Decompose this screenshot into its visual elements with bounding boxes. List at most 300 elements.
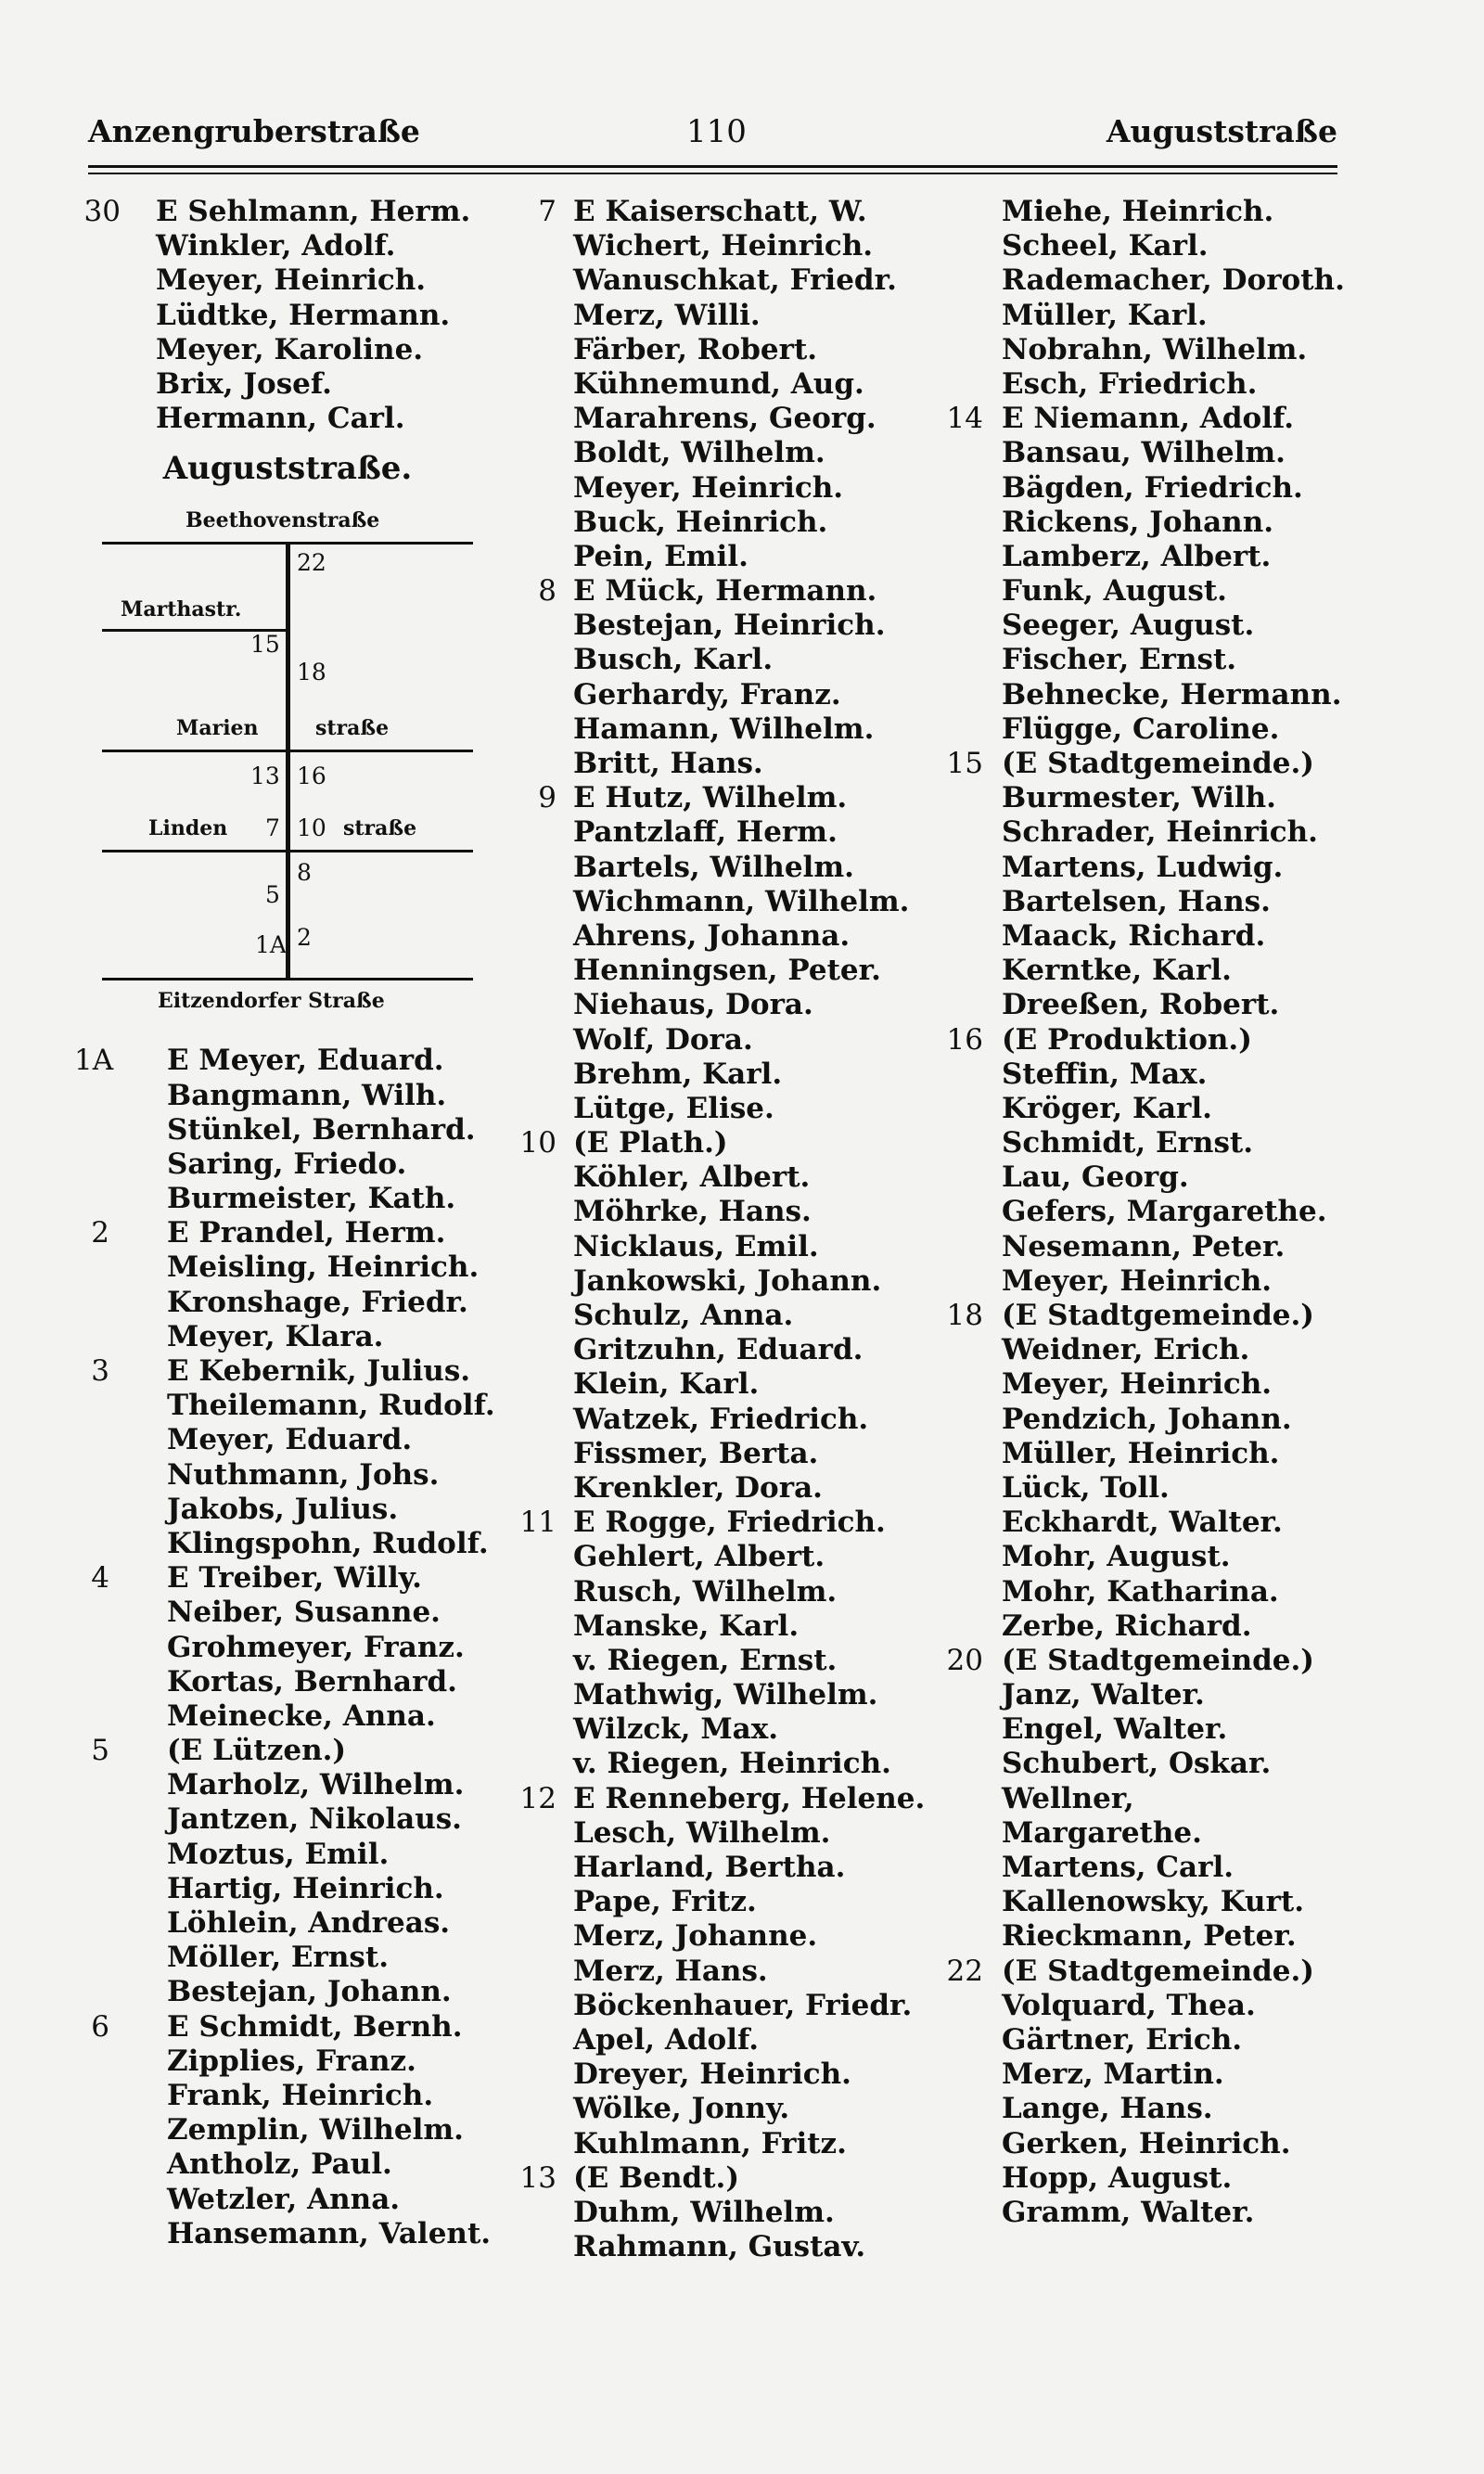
- resident-name: Flügge, Caroline.: [1002, 711, 1280, 746]
- directory-entry: [501, 333, 946, 367]
- resident-name: Meyer, Heinrich.: [573, 470, 844, 505]
- map-street-linden-suffix: straße: [343, 816, 417, 841]
- resident-name: Kuhlmann, Fritz.: [573, 2126, 847, 2160]
- resident-name: Marholz, Wilhelm.: [167, 1768, 465, 1802]
- directory-entry: [928, 1506, 1363, 1540]
- directory-entry: [928, 1816, 1363, 1851]
- house-number: 18: [946, 1299, 983, 1332]
- directory-entry: [928, 1160, 1363, 1195]
- directory-entry: [74, 1389, 501, 1423]
- resident-name: Wetzler, Anna.: [167, 2182, 401, 2216]
- directory-entry: [928, 402, 1363, 436]
- directory-entry: [501, 1955, 946, 1989]
- resident-name: Weidner, Erich.: [1002, 1333, 1250, 1367]
- resident-name: Löhlein, Andreas.: [167, 1906, 451, 1940]
- resident-name: Gehlert, Albert.: [573, 1540, 825, 1574]
- map-street-linden: Linden: [148, 816, 228, 841]
- directory-entry: [928, 195, 1363, 229]
- resident-name: Wanuschkat, Friedr.: [573, 263, 897, 298]
- house-number: 6: [91, 2009, 109, 2044]
- resident-name: Merz, Martin.: [1002, 2057, 1224, 2092]
- resident-name: Merz, Hans.: [573, 1954, 768, 1988]
- resident-name: Rusch, Wilhelm.: [573, 1574, 838, 1609]
- directory-entry: [928, 367, 1363, 402]
- directory-entry: [74, 1872, 501, 1906]
- directory-entry: [74, 1423, 501, 1457]
- resident-name: Ahrens, Johanna.: [573, 918, 851, 953]
- directory-entry: [928, 885, 1363, 919]
- directory-entry: [928, 919, 1363, 954]
- directory-entry: [501, 2161, 946, 2196]
- resident-name: Burmeister, Kath.: [167, 1182, 456, 1216]
- directory-entry: [928, 1851, 1363, 1885]
- directory-entry: [928, 2057, 1363, 2092]
- map-number: 7: [265, 814, 280, 842]
- resident-name: E Treiber, Willy.: [167, 1561, 422, 1596]
- resident-name: Gerhardy, Franz.: [573, 677, 841, 711]
- resident-name: Gramm, Walter.: [1002, 2195, 1255, 2229]
- resident-name: Lau, Georg.: [1002, 1160, 1189, 1195]
- directory-entry: [928, 1919, 1363, 1954]
- resident-name: Buck, Heinrich.: [573, 505, 828, 539]
- map-number: 2: [297, 924, 312, 952]
- directory-entry: [928, 1678, 1363, 1712]
- resident-name: Kronshage, Friedr.: [167, 1285, 468, 1319]
- resident-name: v. Riegen, Heinrich.: [573, 1747, 891, 1781]
- directory-entry: [928, 1471, 1363, 1506]
- resident-name: Krenkler, Dora.: [573, 1470, 823, 1505]
- resident-name: Henningsen, Peter.: [573, 954, 881, 988]
- directory-entry: [74, 1182, 501, 1216]
- section-title: Auguststraße.: [162, 450, 413, 488]
- directory-entry: [501, 1126, 946, 1160]
- house-number: 14: [946, 402, 983, 436]
- directory-entry: [928, 1540, 1363, 1574]
- resident-name: Maack, Richard.: [1002, 918, 1266, 953]
- resident-name: Hopp, August.: [1002, 2160, 1233, 2195]
- resident-name: Watzek, Friedrich.: [573, 1402, 869, 1436]
- house-number: 30: [83, 195, 121, 228]
- directory-entry: [928, 851, 1363, 885]
- resident-name: Behnecke, Hermann.: [1002, 677, 1342, 711]
- resident-name: Kühnemund, Aug.: [573, 366, 864, 401]
- resident-name: Dreeßen, Robert.: [1002, 988, 1280, 1022]
- resident-name: Winkler, Adolf.: [156, 229, 396, 263]
- directory-entry: [501, 263, 946, 298]
- directory-entry: [501, 919, 946, 954]
- resident-name: E Kaiserschatt, W.: [573, 195, 867, 228]
- resident-name: (E Stadtgemeinde.): [1002, 1643, 1314, 1677]
- resident-name: Pein, Emil.: [573, 539, 748, 573]
- map-number: 10: [297, 814, 326, 842]
- directory-entry: [928, 1333, 1363, 1367]
- resident-name: Hermann, Carl.: [156, 402, 405, 436]
- resident-name: Martens, Ludwig.: [1002, 850, 1284, 884]
- directory-entry: [501, 1333, 946, 1367]
- resident-name: Kortas, Bernhard.: [167, 1664, 457, 1698]
- resident-name: Burmester, Wilh.: [1002, 781, 1276, 815]
- resident-name: Lamberz, Albert.: [1002, 539, 1272, 573]
- resident-name: Rickens, Johann.: [1002, 505, 1274, 539]
- resident-name: Janz, Walter.: [1002, 1678, 1205, 1712]
- directory-entry: [501, 1299, 946, 1333]
- resident-name: Britt, Hans.: [573, 747, 763, 780]
- map-street-marien-suffix: straße: [315, 716, 390, 741]
- resident-name: Merz, Willi.: [573, 298, 761, 332]
- directory-entry: [74, 1975, 501, 2009]
- directory-entry: [74, 299, 501, 333]
- resident-name: Zerbe, Richard.: [1002, 1609, 1252, 1643]
- resident-name: Engel, Walter.: [1002, 1712, 1228, 1747]
- header-rule-thin: [88, 173, 1337, 174]
- resident-name: Harland, Bertha.: [573, 1851, 846, 1884]
- directory-entry: [74, 1286, 501, 1320]
- directory-entry: [74, 1596, 501, 1630]
- directory-entry: [74, 2079, 501, 2113]
- directory-entry: [928, 747, 1363, 781]
- resident-name: Schubert, Oskar.: [1002, 1747, 1272, 1781]
- map-augustline: [286, 542, 290, 978]
- resident-name: Lück, Toll.: [1002, 1470, 1170, 1505]
- directory-entry: [501, 712, 946, 747]
- resident-name: (E Produktion.): [1002, 1022, 1252, 1057]
- house-number: 11: [519, 1506, 556, 1540]
- header-left-street: Anzengruberstraße: [88, 113, 420, 149]
- directory-entry: [74, 1113, 501, 1147]
- directory-entry: [501, 954, 946, 988]
- directory-entry: [501, 815, 946, 850]
- directory-entry: [928, 2196, 1363, 2230]
- resident-name: Bartelsen, Hans.: [1002, 884, 1271, 918]
- directory-entry: [74, 1493, 501, 1527]
- resident-name: Meyer, Klara.: [167, 1319, 384, 1353]
- map-line: [102, 978, 473, 981]
- map-street-eitzendorfer: Eitzendorfer Straße: [158, 989, 385, 1014]
- directory-entry: [928, 1782, 1363, 1816]
- resident-name: Möller, Ernst.: [167, 1941, 389, 1975]
- map-number: 18: [297, 659, 326, 686]
- resident-name: Manske, Karl.: [573, 1609, 800, 1643]
- resident-name: E Rogge, Friedrich.: [573, 1506, 886, 1540]
- directory-entry: [501, 781, 946, 815]
- directory-entry: [928, 1609, 1363, 1644]
- directory-entry: [501, 506, 946, 540]
- resident-name: Scheel, Karl.: [1002, 229, 1209, 263]
- directory-entry: [501, 1989, 946, 2023]
- map-line: [102, 850, 473, 852]
- house-number: 22: [946, 1954, 983, 1988]
- resident-name: Moztus, Emil.: [167, 1837, 390, 1871]
- resident-name: Meyer, Heinrich.: [1002, 1367, 1273, 1402]
- resident-name: Hamann, Wilhelm.: [573, 711, 875, 746]
- directory-entry: [74, 2113, 501, 2147]
- resident-name: Möhrke, Hans.: [573, 1195, 812, 1229]
- map-number: 1A: [255, 931, 287, 959]
- directory-entry: [928, 1885, 1363, 1919]
- directory-entry: [928, 1023, 1363, 1058]
- directory-entry: [501, 1264, 946, 1299]
- directory-entry: [74, 367, 501, 402]
- resident-name: Meisling, Heinrich.: [167, 1250, 480, 1285]
- resident-name: Gerken, Heinrich.: [1002, 2126, 1291, 2160]
- directory-entry: [928, 988, 1363, 1022]
- resident-name: Mohr, August.: [1002, 1540, 1231, 1574]
- directory-entry: [501, 1195, 946, 1229]
- directory-entry: [928, 471, 1363, 506]
- directory-entry: [928, 1989, 1363, 2023]
- directory-entry: [928, 1299, 1363, 1333]
- directory-entry: [74, 1527, 501, 1561]
- resident-name: Klein, Karl.: [573, 1367, 760, 1402]
- directory-entry: [928, 1955, 1363, 1989]
- map-number: 8: [297, 859, 312, 887]
- house-number: 16: [946, 1022, 983, 1057]
- resident-name: Böckenhauer, Friedr.: [573, 1988, 913, 2022]
- resident-name: Esch, Friedrich.: [1002, 366, 1258, 401]
- directory-entry: [501, 1023, 946, 1058]
- resident-name: Bansau, Wilhelm.: [1002, 436, 1286, 470]
- resident-name: Funk, August.: [1002, 574, 1227, 609]
- resident-name: Wolf, Dora.: [573, 1022, 753, 1057]
- resident-name: Meinecke, Anna.: [167, 1698, 436, 1733]
- directory-entry: [928, 229, 1363, 263]
- directory-entry: [74, 1354, 501, 1389]
- resident-name: Apel, Adolf.: [573, 2022, 760, 2057]
- directory-entry: [928, 1367, 1363, 1402]
- directory-entry: [74, 1216, 501, 1250]
- resident-name: Brix, Josef.: [156, 366, 332, 401]
- map-street-martha: Marthastr.: [121, 597, 242, 622]
- directory-entry: [501, 2023, 946, 2057]
- resident-name: E Renneberg, Helene.: [573, 1781, 926, 1815]
- resident-name: Zemplin, Wilhelm.: [167, 2113, 464, 2147]
- resident-name: Hartig, Heinrich.: [167, 1871, 444, 1905]
- resident-name: E Prandel, Herm.: [167, 1216, 446, 1250]
- house-number: 2: [91, 1216, 109, 1250]
- directory-entry: [501, 2127, 946, 2161]
- resident-name: Niehaus, Dora.: [573, 988, 813, 1022]
- resident-name: (E Lützen.): [167, 1734, 347, 1768]
- resident-name: Steffin, Max.: [1002, 1057, 1208, 1091]
- directory-entry: [501, 1885, 946, 1919]
- directory-entry: [501, 643, 946, 677]
- directory-entry: [928, 1195, 1363, 1229]
- resident-name: v. Riegen, Ernst.: [573, 1643, 838, 1677]
- directory-entry: [501, 1540, 946, 1574]
- map-line: [102, 750, 473, 752]
- resident-name: Lange, Hans.: [1002, 2092, 1213, 2126]
- resident-name: Zipplies, Franz.: [167, 2044, 416, 2078]
- resident-name: Klingspohn, Rudolf.: [167, 1526, 489, 1560]
- resident-name: Stünkel, Bernhard.: [167, 1112, 476, 1147]
- resident-name: Lüdtke, Hermann.: [156, 298, 451, 332]
- directory-entry: [501, 2092, 946, 2126]
- house-number: 5: [91, 1734, 109, 1768]
- resident-name: Nobrahn, Wilhelm.: [1002, 332, 1308, 366]
- resident-name: Wellner,: [1002, 1781, 1134, 1815]
- resident-name: Kröger, Karl.: [1002, 1091, 1212, 1125]
- directory-entry: [501, 747, 946, 781]
- directory-entry: [501, 1367, 946, 1402]
- directory-entry: [74, 1458, 501, 1493]
- directory-entry: [928, 609, 1363, 643]
- resident-name: E Sehlmann, Herm.: [156, 195, 471, 228]
- resident-name: (E Bendt.): [573, 2160, 740, 2195]
- directory-entry: [74, 2183, 501, 2217]
- directory-entry: [501, 851, 946, 885]
- directory-entry: [928, 678, 1363, 712]
- resident-name: Gärtner, Erich.: [1002, 2022, 1243, 2057]
- resident-name: Saring, Friedo.: [167, 1147, 407, 1181]
- directory-entry: [928, 1403, 1363, 1437]
- resident-name: Jankowski, Johann.: [573, 1263, 882, 1298]
- resident-name: Lesch, Wilhelm.: [573, 1815, 831, 1850]
- directory-entry: [928, 1058, 1363, 1092]
- directory-entry: [501, 1471, 946, 1506]
- resident-name: Fischer, Ernst.: [1002, 643, 1237, 677]
- resident-name: Kerntke, Karl.: [1002, 954, 1232, 988]
- directory-entry: [928, 506, 1363, 540]
- resident-name: Meyer, Karoline.: [156, 332, 424, 366]
- house-number: 15: [946, 747, 983, 780]
- directory-entry: [74, 1906, 501, 1941]
- directory-entry: [501, 1092, 946, 1126]
- resident-name: Bägden, Friedrich.: [1002, 470, 1303, 505]
- directory-entry: [74, 1044, 501, 1078]
- resident-name: E Meyer, Eduard.: [167, 1044, 444, 1078]
- directory-entry: [74, 2010, 501, 2045]
- resident-name: Fissmer, Berta.: [573, 1436, 819, 1470]
- resident-name: Neiber, Susanne.: [167, 1596, 441, 1630]
- resident-name: Gefers, Margarethe.: [1002, 1195, 1327, 1229]
- directory-entry: [928, 2127, 1363, 2161]
- resident-name: Pantzlaff, Herm.: [573, 815, 838, 850]
- house-number: 13: [519, 2160, 556, 2195]
- directory-entry: [74, 1699, 501, 1734]
- directory-entry: [74, 1147, 501, 1182]
- directory-entry: [928, 1264, 1363, 1299]
- resident-name: Merz, Johanne.: [573, 1919, 818, 1954]
- resident-name: Antholz, Paul.: [167, 2147, 392, 2182]
- directory-entry: [501, 1230, 946, 1264]
- directory-entry: [928, 1747, 1363, 1781]
- resident-name: Bestejan, Heinrich.: [573, 609, 886, 643]
- resident-name: Schulz, Anna.: [573, 1299, 794, 1332]
- resident-name: Nuthmann, Johs.: [167, 1457, 440, 1492]
- resident-name: Lütge, Elise.: [573, 1091, 774, 1125]
- directory-entry: [501, 540, 946, 574]
- directory-entry: [928, 1644, 1363, 1678]
- directory-entry: [501, 1575, 946, 1609]
- directory-entry: [501, 1816, 946, 1851]
- house-number: 8: [538, 574, 556, 609]
- resident-name: Bangmann, Wilh.: [167, 1078, 447, 1112]
- resident-name: Eckhardt, Walter.: [1002, 1506, 1283, 1540]
- resident-name: (E Plath.): [573, 1126, 728, 1160]
- resident-name: Pendzich, Johann.: [1002, 1402, 1292, 1436]
- resident-name: E Kebernik, Julius.: [167, 1354, 471, 1388]
- directory-entry: [501, 2057, 946, 2092]
- house-number: 20: [946, 1643, 983, 1677]
- resident-name: Köhler, Albert.: [573, 1160, 811, 1195]
- directory-entry: [928, 781, 1363, 815]
- resident-name: E Schmidt, Bernh.: [167, 2009, 463, 2044]
- directory-entry: [928, 1575, 1363, 1609]
- directory-entry: [501, 1437, 946, 1471]
- directory-entry: [501, 1403, 946, 1437]
- resident-name: E Mück, Hermann.: [573, 574, 877, 609]
- directory-entry: [74, 1561, 501, 1596]
- resident-name: Busch, Karl.: [573, 643, 774, 677]
- resident-name: (E Stadtgemeinde.): [1002, 1954, 1314, 1988]
- resident-name: Schrader, Heinrich.: [1002, 815, 1318, 850]
- resident-name: Wichmann, Wilhelm.: [573, 884, 910, 918]
- directory-entry: [928, 2023, 1363, 2057]
- resident-name: Miehe, Heinrich.: [1002, 195, 1274, 228]
- column-3: [928, 195, 1363, 2230]
- directory-entry: [501, 1609, 946, 1644]
- resident-name: Nicklaus, Emil.: [573, 1229, 819, 1263]
- header-rule: [88, 165, 1337, 168]
- resident-name: Duhm, Wilhelm.: [573, 2195, 835, 2229]
- resident-name: Wilzck, Max.: [573, 1712, 779, 1747]
- resident-name: Wölke, Jonny.: [573, 2092, 790, 2126]
- resident-name: Margarethe.: [1002, 1815, 1202, 1850]
- directory-entry: [928, 2161, 1363, 2196]
- house-number: 3: [91, 1354, 109, 1388]
- directory-entry: [74, 263, 501, 298]
- directory-entry: [74, 1079, 501, 1113]
- resident-name: Meyer, Heinrich.: [1002, 1263, 1273, 1298]
- resident-name: Mathwig, Wilhelm.: [573, 1678, 878, 1712]
- house-number: 10: [519, 1126, 556, 1160]
- map-number: 13: [250, 763, 280, 790]
- directory-entry: [74, 402, 501, 436]
- directory-entry: [501, 1644, 946, 1678]
- directory-entry: [928, 2092, 1363, 2126]
- directory-entry: [928, 436, 1363, 470]
- directory-entry: [74, 1941, 501, 1975]
- resident-name: Wichert, Heinrich.: [573, 229, 874, 263]
- resident-name: Theilemann, Rudolf.: [167, 1389, 495, 1423]
- directory-entry: [501, 1782, 946, 1816]
- resident-name: Mohr, Katharina.: [1002, 1574, 1279, 1609]
- directory-entry: [501, 1058, 946, 1092]
- resident-name: Jakobs, Julius.: [167, 1492, 399, 1526]
- resident-name: (E Stadtgemeinde.): [1002, 747, 1314, 780]
- resident-name: Rademacher, Doroth.: [1002, 263, 1345, 298]
- house-number: 4: [91, 1561, 109, 1596]
- directory-entry: [501, 299, 946, 333]
- directory-entry: [501, 436, 946, 470]
- directory-entry: [74, 1320, 501, 1354]
- directory-entry: [928, 1712, 1363, 1747]
- resident-name: Frank, Heinrich.: [167, 2078, 434, 2112]
- directory-entry: [928, 263, 1363, 298]
- directory-entry: [501, 402, 946, 436]
- directory-entry: [74, 195, 501, 229]
- directory-entry: [501, 1506, 946, 1540]
- resident-name: Bestejan, Johann.: [167, 1975, 452, 2009]
- resident-name: Nesemann, Peter.: [1002, 1229, 1286, 1263]
- resident-name: Martens, Carl.: [1002, 1851, 1235, 1884]
- column-2: [501, 195, 946, 2264]
- house-number: 7: [538, 195, 556, 228]
- map-number: 16: [297, 763, 326, 790]
- house-number: 12: [519, 1781, 556, 1815]
- resident-name: Grohmeyer, Franz.: [167, 1630, 465, 1664]
- directory-entry: [501, 1160, 946, 1195]
